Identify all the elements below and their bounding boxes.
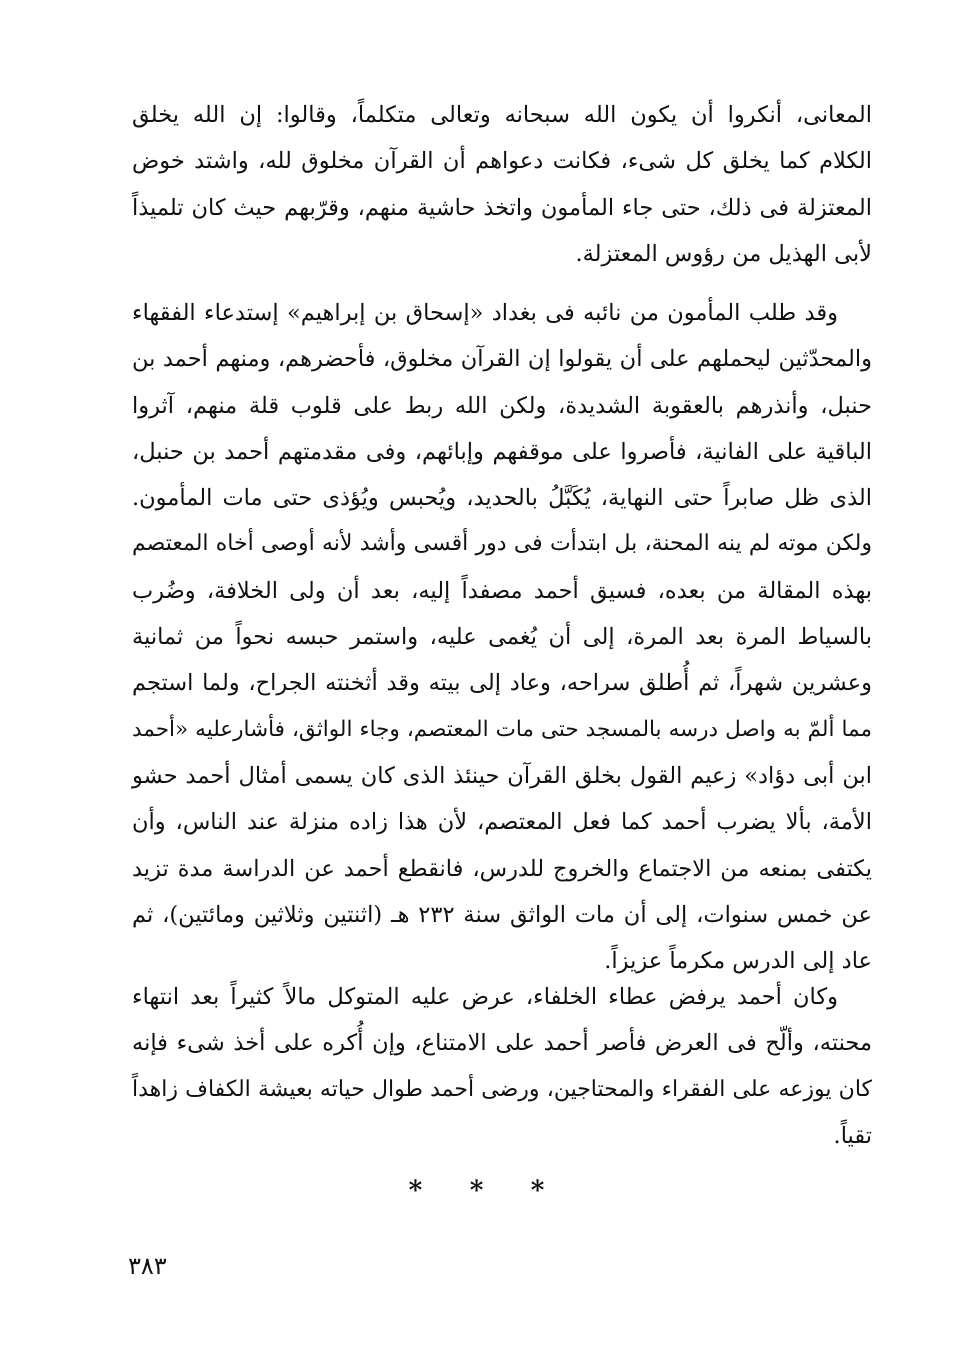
- paragraph-line: وعشرين شهراً، ثم أُطلق سراحه، وعاد إلى بيته وقد أثخنته الجراح، ولما استجم: [132, 670, 872, 697]
- paragraph-line: ابن أبى دؤاد» زعيم القول بخلق القرآن حينئذ الذى كان يسمى أمثال أحمد حشو: [132, 762, 872, 789]
- paragraph-line: ولكن موته لم ينه المحنة، بل ابتدأت فى دور أقسى وأشد لأنه أوصى أخاه المعتصم: [132, 531, 872, 557]
- paragraph-line: كان يوزعه على الفقراء والمحتاجين، ورضى أحمد طوال حياته بعيشة الكفاف زاهداً: [132, 1076, 872, 1102]
- paragraph-line: مما ألمّ به واصل درسه بالمسجد حتى مات المعتصم، وجاء الواثق، فأشارعليه «أحمد: [132, 716, 872, 742]
- paragraph-line: الذى ظل صابراً حتى النهاية، يُكَبَّلُ بالحديد، ويُحبس ويُؤذى حتى مات المأمون.: [132, 485, 872, 512]
- paragraph-line: المعانى، أنكروا أن يكون الله سبحانه وتعالى متكلماً، وقالوا: إن الله يخلق: [132, 102, 872, 128]
- paragraph-line: وقد طلب المأمون من نائبه فى بغداد «إسحاق بن إبراهيم» إستدعاء الفقهاء: [132, 300, 838, 326]
- paragraph-3: [132, 974, 872, 1159]
- asterisk-ornament: *: [469, 1176, 484, 1206]
- paragraph-line: عن خمس سنوات، إلى أن مات الواثق سنة ٢٣٢ هـ (اثنتين وثلاثين ومائتين)، ثم: [132, 901, 872, 928]
- paragraph-1: [132, 92, 872, 277]
- paragraph-line: لأبى الهذيل من رؤوس المعتزلة.: [575, 240, 872, 267]
- paragraph-line: تقياً.: [833, 1122, 872, 1149]
- paragraph-line: محنته، وألّح فى العرض فأصر أحمد على الامتناع، وإن أُكره على أخذ شىء فإنه: [132, 1030, 872, 1057]
- paragraph-line: عاد إلى الدرس مكرماً عزيزاً.: [604, 948, 872, 975]
- paragraph-line: الباقية على الفانية، فأصروا على موقفهم وإبائهم، وفى مقدمتهم أحمد بن حنبل،: [132, 438, 872, 465]
- asterisk-ornament: *: [408, 1176, 423, 1206]
- paragraph-line: والمحدّثين ليحملهم على أن يقولوا إن القرآن مخلوق، فأحضرهم، ومنهم أحمد بن: [132, 346, 872, 373]
- paragraph-line: بهذه المقالة من بعده، فسيق أحمد مصفداً إليه، بعد أن ولى الخلافة، وضُرب: [132, 577, 872, 604]
- paragraph-line: بالسياط المرة بعد المرة، إلى أن يُغمى عليه، واستمر حبسه نحواً من ثمانية: [132, 624, 872, 651]
- asterisk-ornament: *: [530, 1176, 545, 1206]
- paragraph-line: الكلام كما يخلق كل شىء، فكانت دعواهم أن القرآن مخلوق لله، واشتد خوض: [132, 148, 872, 175]
- page-number: ٣٨٣: [128, 1252, 167, 1280]
- paragraph-line: الأمة، بألا يضرب أحمد كما فعل المعتصم، لأن هذا زاده منزلة عند الناس، وأن: [132, 809, 872, 836]
- paragraph-line: وكان أحمد يرفض عطاء الخلفاء، عرض عليه المتوكل مالاً كثيراً بعد انتهاء: [132, 984, 838, 1010]
- paragraph-2: [132, 290, 872, 984]
- paragraph-line: حنبل، وأنذرهم بالعقوبة الشديدة، ولكن الله ربط على قلوب قلة منهم، آثروا: [132, 392, 872, 419]
- paragraph-line: المعتزلة فى ذلك، حتى جاء المأمون واتخذ حاشية منهم، وقرّبهم حيث كان تلميذاً: [132, 194, 872, 221]
- paragraph-line: يكتفى بمنعه من الاجتماع والخروج للدرس، فانقطع أحمد عن الدراسة مدة تزيد: [132, 855, 872, 882]
- section-divider-ornament: [0, 1176, 953, 1206]
